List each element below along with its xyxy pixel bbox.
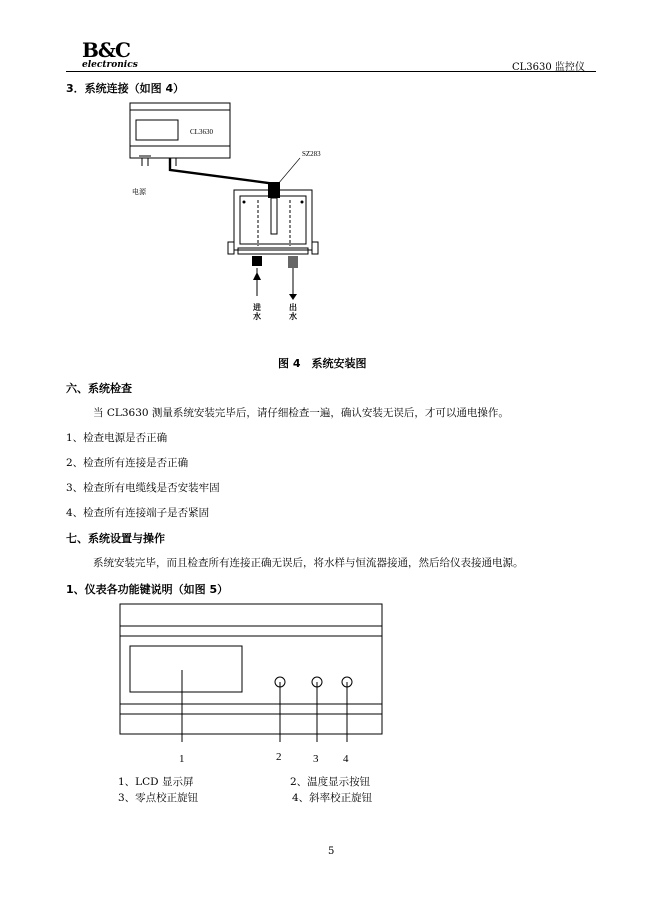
section7-1-heading: 1、仪表各功能键说明（如图 5） — [66, 583, 229, 596]
logo-subtext: electronics — [82, 60, 138, 70]
logo-text: B&C — [82, 38, 130, 62]
company-logo — [82, 40, 152, 72]
page-number: 5 — [328, 846, 335, 857]
section7-heading: 七、系统设置与操作 — [66, 532, 165, 545]
legend-item: 2、温度显示按钮 — [290, 776, 371, 788]
outlet-label-1: 出 — [289, 303, 297, 312]
power-label: 电源 — [132, 188, 146, 196]
section7-intro: 系统安装完毕，而且检查所有连接正确无误后，将水样与恒流器接通，然后给仪表接通电源。 — [93, 557, 524, 569]
callout-4: 4 — [343, 753, 349, 765]
section6-heading: 六、系统检查 — [66, 382, 132, 395]
figure5-diagram — [118, 602, 388, 772]
check-item: 3、检查所有电缆线是否安装牢固 — [66, 482, 220, 494]
header-title: CL3630 监控仪 — [512, 62, 585, 73]
callout-3: 3 — [313, 753, 319, 765]
lcd-display — [130, 646, 242, 692]
legend-item: 3、零点校正旋钮 — [118, 792, 199, 804]
callout-2: 2 — [276, 751, 282, 763]
callout-1: 1 — [179, 753, 185, 765]
check-item: 1、检查电源是否正确 — [66, 432, 168, 444]
figure4-diagram — [128, 100, 328, 325]
check-item: 2、检查所有连接是否正确 — [66, 457, 189, 469]
header-divider — [66, 71, 596, 72]
outlet-label-2: 水 — [289, 312, 297, 321]
sensor-label: SZ283 — [302, 150, 321, 158]
figure4-caption: 图 4 系统安装图 — [278, 357, 367, 370]
check-item: 4、检查所有连接端子是否紧固 — [66, 507, 210, 519]
device-label: CL3630 — [190, 128, 213, 136]
inlet-label-1: 进 — [253, 303, 261, 312]
legend-item: 4、斜率校正旋钮 — [292, 792, 373, 804]
section3-heading: 3．系统连接（如图 4） — [66, 82, 185, 95]
legend-item: 1、LCD 显示屏 — [118, 776, 194, 788]
inlet-label-2: 水 — [253, 312, 261, 321]
section6-intro: 当 CL3630 测量系统安装完毕后，请仔细检查一遍，确认安装无误后，才可以通电操作。 — [93, 407, 509, 419]
